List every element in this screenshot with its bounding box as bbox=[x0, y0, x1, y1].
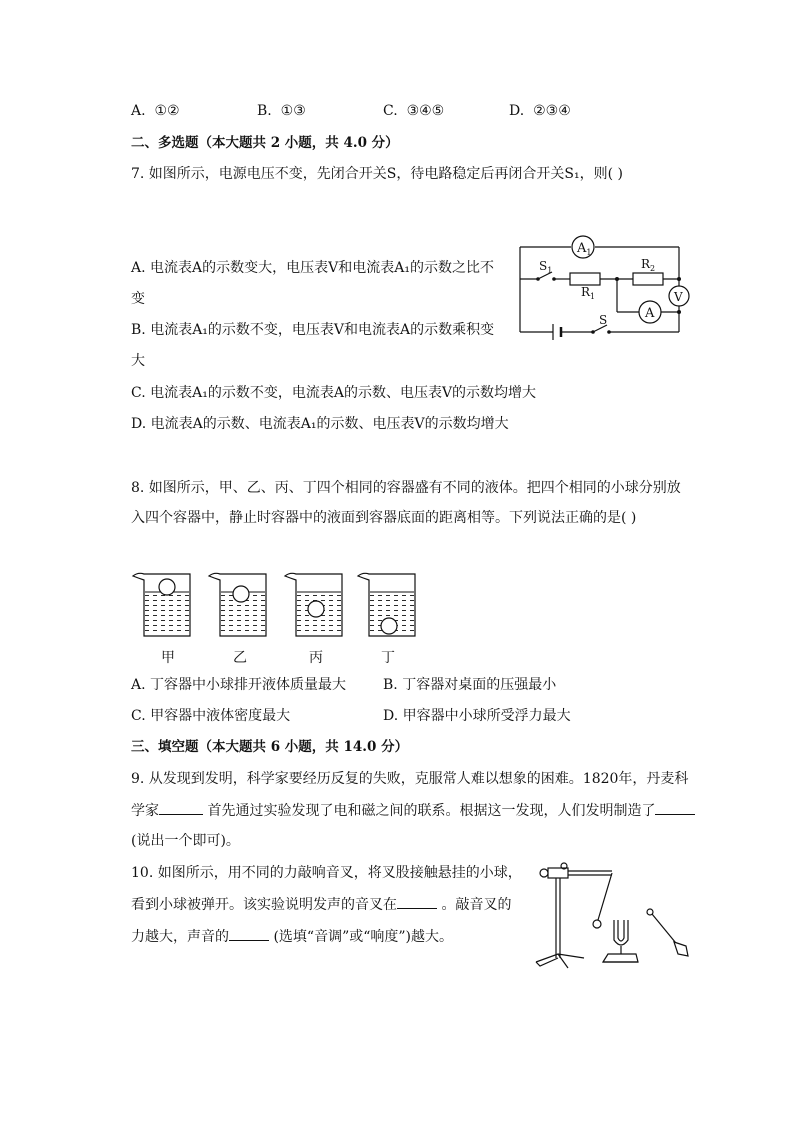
q8-option-b: B. 丁容器对桌面的压强最小 bbox=[383, 677, 557, 693]
beaker-jia bbox=[133, 573, 190, 636]
q9-line1: 9. 从发现到发明，科学家要经历反复的失败，克服常人难以想象的困难。1820年，丹麦科 bbox=[131, 771, 689, 787]
svg-text:A: A bbox=[645, 306, 655, 321]
q7-option-b-line1: B. 电流表A₁的示数不变，电压表V和电流表A的示数乘积变 bbox=[131, 322, 495, 338]
q7-option-c: C. 电流表A₁的示数不变，电流表A的示数、电压表V的示数均增大 bbox=[131, 385, 537, 401]
q7-option-a-line1: A. 电流表A的示数变大，电压表V和电流表A₁的示数之比不 bbox=[131, 260, 494, 276]
svg-text:S: S bbox=[599, 313, 608, 327]
beaker-label-jia: 甲 bbox=[161, 650, 175, 666]
q8-option-a: A. 丁容器中小球排开液体质量最大 bbox=[131, 677, 347, 693]
q9-blank-2[interactable] bbox=[655, 800, 695, 815]
beaker-bing bbox=[285, 573, 342, 636]
beaker-yi bbox=[209, 573, 266, 636]
svg-text:R1: $R_1$ bbox=[581, 285, 596, 301]
q10-blank-1[interactable] bbox=[397, 894, 437, 909]
q9-blank-1[interactable] bbox=[159, 800, 203, 815]
q9-line3: (说出一个即可)。 bbox=[131, 833, 240, 849]
circuit-diagram bbox=[505, 232, 695, 342]
section-3-heading: 三、填空题（本大题共 6 小题，共 14.0 分） bbox=[131, 739, 409, 755]
beaker-label-yi: 乙 bbox=[233, 650, 247, 666]
q7-option-a-line2: 变 bbox=[131, 291, 145, 307]
q8-stem-line2: 入四个容器中，静止时容器中的液面到容器底面的距离相等。下列说法正确的是( ) bbox=[131, 510, 637, 526]
q6-option-d: D. ②③④ bbox=[509, 103, 571, 119]
tuning-fork-figure bbox=[528, 858, 696, 970]
q7-option-b-line2: 大 bbox=[131, 353, 145, 369]
q10-blank-2[interactable] bbox=[229, 926, 269, 941]
q8-option-c: C. 甲容器中液体密度最大 bbox=[131, 708, 291, 724]
beaker-ding bbox=[358, 573, 415, 636]
q7-option-d: D. 电流表A的示数、电流表A₁的示数、电压表V的示数均增大 bbox=[131, 416, 509, 432]
svg-text:A1: $A_1$ bbox=[577, 241, 592, 257]
q8-option-d: D. 甲容器中小球所受浮力最大 bbox=[383, 708, 571, 724]
beakers-figure bbox=[128, 568, 418, 640]
q6-option-a: A. ①② bbox=[131, 103, 180, 119]
q10-line2: 看到小球被弹开。该实验说明发声的音叉在 。敲音叉的 bbox=[131, 894, 511, 915]
q8-stem-line1: 8. 如图所示，甲、乙、丙、丁四个相同的容器盛有不同的液体。把四个相同的小球分别放 bbox=[131, 480, 681, 496]
beaker-label-ding: 丁 bbox=[381, 650, 395, 666]
q6-option-b: B. ①③ bbox=[257, 103, 306, 119]
beaker-label-bing: 丙 bbox=[309, 650, 323, 666]
svg-text:V: V bbox=[674, 290, 683, 304]
q10-line1: 10. 如图所示，用不同的力敲响音叉，将叉股接触悬挂的小球， bbox=[131, 865, 522, 881]
q6-option-c: C. ③④⑤ bbox=[383, 103, 445, 119]
q9-line2: 学家 首先通过实验发现了电和磁之间的联系。根据这一发现，人们发明制造了 bbox=[131, 800, 695, 821]
svg-text:S1: $S_1$ bbox=[539, 259, 553, 275]
q10-line3: 力越大，声音的 (选填“音调”或“响度”)越大。 bbox=[131, 926, 453, 947]
svg-text:R2: $R_2$ bbox=[641, 257, 656, 273]
q7-stem: 7. 如图所示，电源电压不变，先闭合开关S，待电路稳定后再闭合开关S₁，则( ) bbox=[131, 166, 623, 182]
section-2-heading: 二、多选题（本大题共 2 小题，共 4.0 分） bbox=[131, 135, 399, 151]
